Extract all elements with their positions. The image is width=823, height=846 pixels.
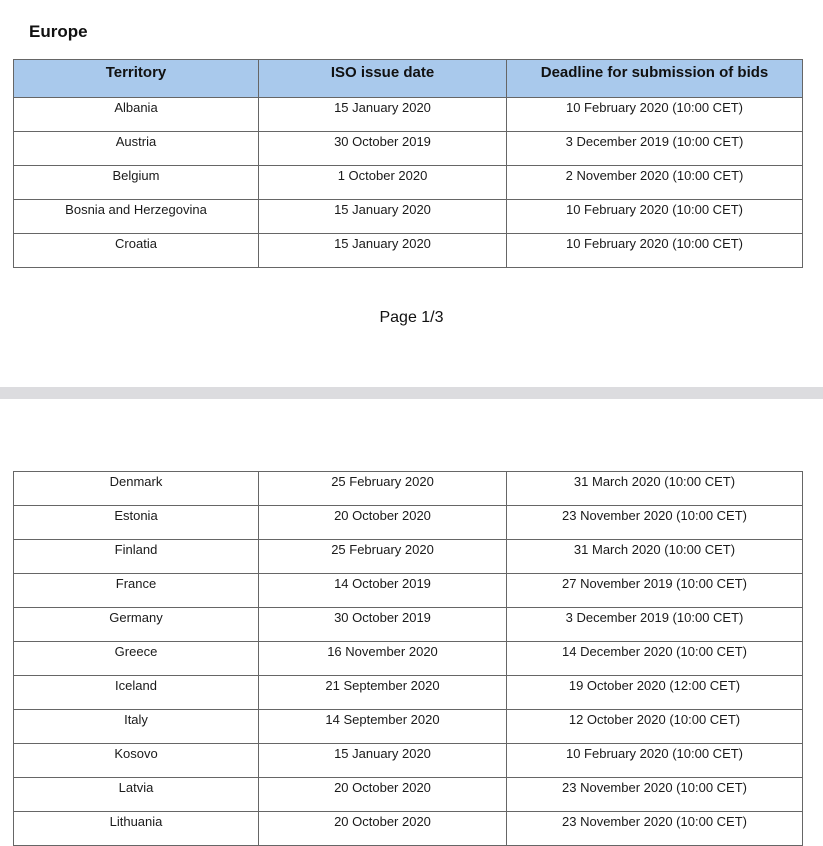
cell-territory: Bosnia and Herzegovina xyxy=(14,200,259,234)
cell-territory: Iceland xyxy=(14,676,259,710)
document-page-2 xyxy=(0,399,823,839)
cell-deadline: 10 February 2020 (10:00 CET) xyxy=(507,200,803,234)
cell-territory: Finland xyxy=(14,540,259,574)
cell-deadline: 10 February 2020 (10:00 CET) xyxy=(507,234,803,268)
table-row xyxy=(14,98,803,132)
table-row xyxy=(14,234,803,268)
cell-iso-issue-date: 15 January 2020 xyxy=(259,744,507,778)
cell-deadline: 23 November 2020 (10:00 CET) xyxy=(507,506,803,540)
cell-deadline: 31 March 2020 (10:00 CET) xyxy=(507,472,803,506)
table-row xyxy=(14,778,803,812)
cell-territory: Greece xyxy=(14,642,259,676)
cell-deadline: 23 November 2020 (10:00 CET) xyxy=(507,778,803,812)
header-territory: Territory xyxy=(14,60,259,98)
cell-deadline: 10 February 2020 (10:00 CET) xyxy=(507,744,803,778)
cell-iso-issue-date: 15 January 2020 xyxy=(259,234,507,268)
cell-iso-issue-date: 30 October 2019 xyxy=(259,132,507,166)
table-row xyxy=(14,166,803,200)
document-page-1 xyxy=(0,0,823,387)
cell-iso-issue-date: 1 October 2020 xyxy=(259,166,507,200)
page-separator xyxy=(0,387,823,399)
cell-territory: Germany xyxy=(14,608,259,642)
table-row xyxy=(14,812,803,846)
cell-territory: Austria xyxy=(14,132,259,166)
cell-iso-issue-date: 20 October 2020 xyxy=(259,778,507,812)
cell-iso-issue-date: 15 January 2020 xyxy=(259,200,507,234)
table-row xyxy=(14,472,803,506)
section-title: Europe xyxy=(29,22,88,41)
table-row xyxy=(14,744,803,778)
table-row xyxy=(14,540,803,574)
cell-territory: Estonia xyxy=(14,506,259,540)
cell-iso-issue-date: 25 February 2020 xyxy=(259,472,507,506)
cell-territory: France xyxy=(14,574,259,608)
cell-territory: Croatia xyxy=(14,234,259,268)
table-row xyxy=(14,710,803,744)
cell-deadline: 31 March 2020 (10:00 CET) xyxy=(507,540,803,574)
cell-iso-issue-date: 25 February 2020 xyxy=(259,540,507,574)
cell-deadline: 19 October 2020 (12:00 CET) xyxy=(507,676,803,710)
cell-iso-issue-date: 14 September 2020 xyxy=(259,710,507,744)
cell-iso-issue-date: 14 October 2019 xyxy=(259,574,507,608)
cell-deadline: 23 November 2020 (10:00 CET) xyxy=(507,812,803,846)
table-row xyxy=(14,574,803,608)
cell-territory: Italy xyxy=(14,710,259,744)
cell-iso-issue-date: 21 September 2020 xyxy=(259,676,507,710)
cell-iso-issue-date: 20 October 2020 xyxy=(259,506,507,540)
cell-iso-issue-date: 16 November 2020 xyxy=(259,642,507,676)
cell-iso-issue-date: 15 January 2020 xyxy=(259,98,507,132)
cell-deadline: 3 December 2019 (10:00 CET) xyxy=(507,608,803,642)
table-row xyxy=(14,506,803,540)
cell-iso-issue-date: 30 October 2019 xyxy=(259,608,507,642)
territory-table-page-1 xyxy=(13,59,803,268)
cell-deadline: 2 November 2020 (10:00 CET) xyxy=(507,166,803,200)
cell-territory: Lithuania xyxy=(14,812,259,846)
table-row xyxy=(14,132,803,166)
cell-territory: Latvia xyxy=(14,778,259,812)
cell-deadline: 3 December 2019 (10:00 CET) xyxy=(507,132,803,166)
table-row xyxy=(14,608,803,642)
table-row xyxy=(14,642,803,676)
cell-deadline: 14 December 2020 (10:00 CET) xyxy=(507,642,803,676)
cell-iso-issue-date: 20 October 2020 xyxy=(259,812,507,846)
table-header-row xyxy=(14,60,803,98)
header-iso-issue-date: ISO issue date xyxy=(259,60,507,98)
cell-territory: Belgium xyxy=(14,166,259,200)
cell-deadline: 27 November 2019 (10:00 CET) xyxy=(507,574,803,608)
cell-territory: Kosovo xyxy=(14,744,259,778)
cell-territory: Denmark xyxy=(14,472,259,506)
header-deadline: Deadline for submission of bids xyxy=(507,60,803,98)
cell-deadline: 12 October 2020 (10:00 CET) xyxy=(507,710,803,744)
cell-territory: Albania xyxy=(14,98,259,132)
cell-deadline: 10 February 2020 (10:00 CET) xyxy=(507,98,803,132)
page-number: Page 1/3 xyxy=(379,309,444,326)
territory-table-page-2 xyxy=(13,471,803,846)
table-row xyxy=(14,200,803,234)
table-row xyxy=(14,676,803,710)
